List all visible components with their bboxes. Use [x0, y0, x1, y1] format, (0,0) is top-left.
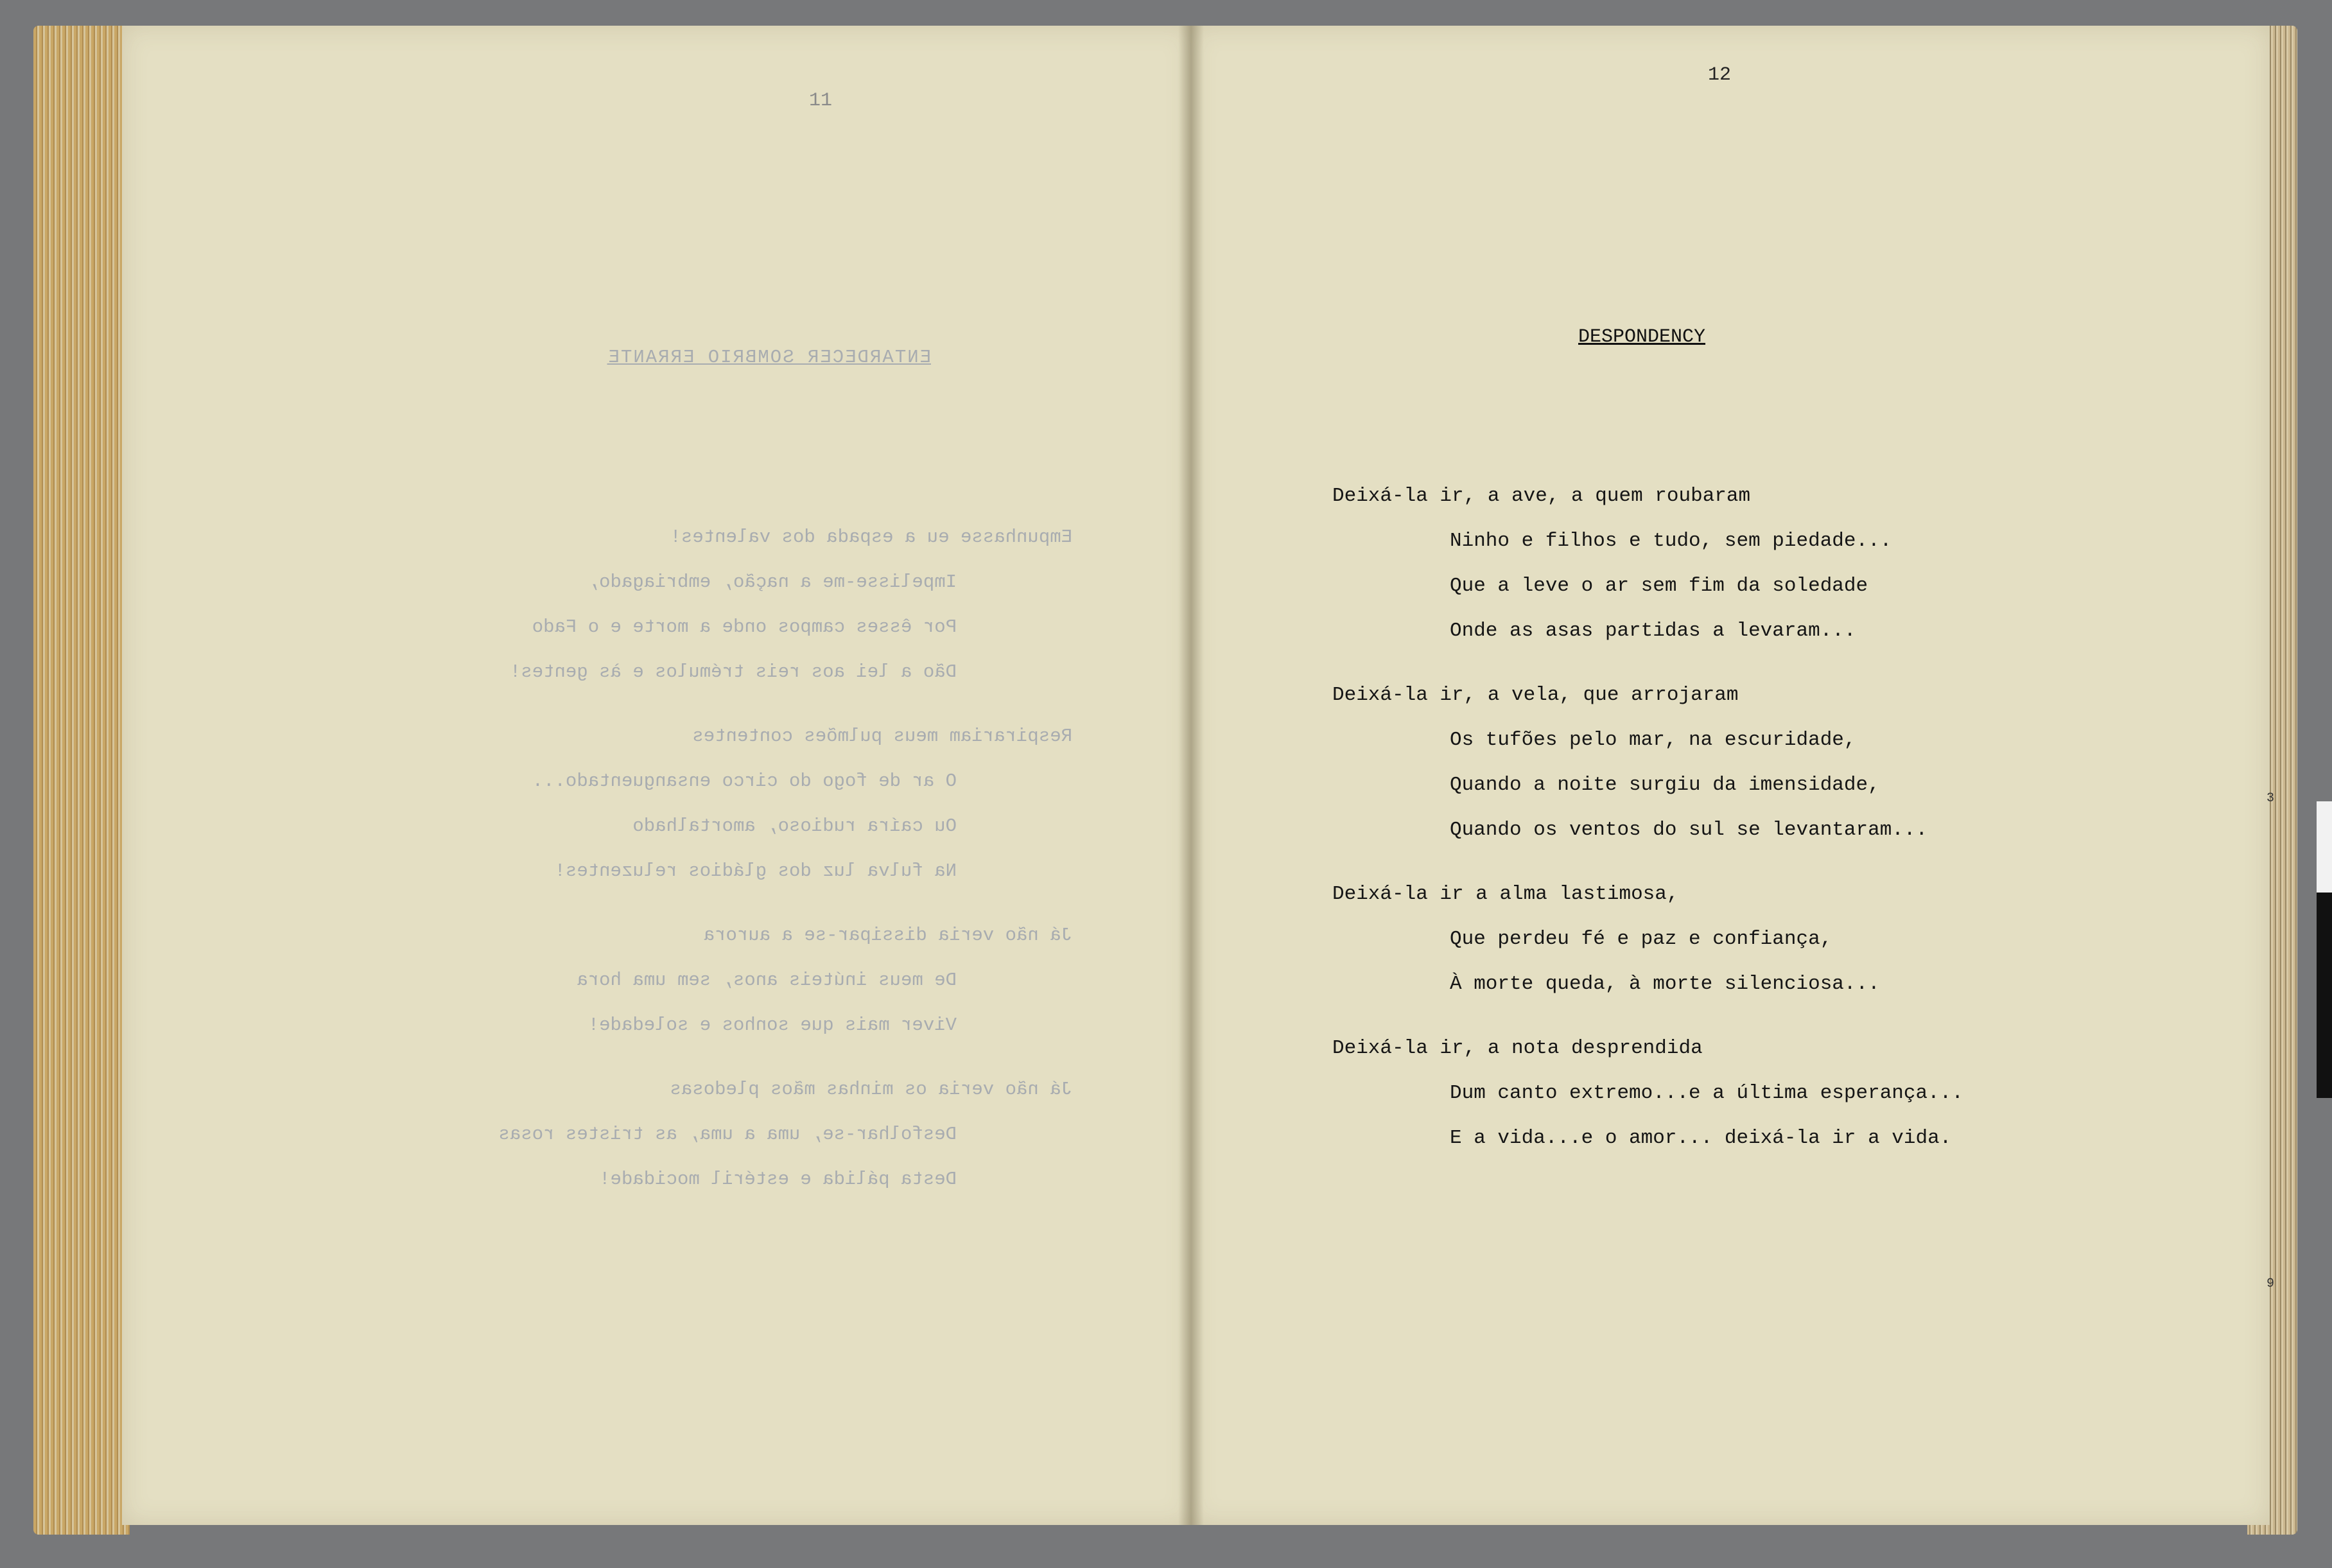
poem-line: Que perdeu fé e paz e confiança, [1450, 928, 1832, 950]
page-edges-left [33, 26, 130, 1535]
bleed-through-line: Por êsses campos onde a morte e o Fado [532, 616, 957, 638]
bleed-through-line: Já não veria dissipar-se a aurora [703, 925, 1072, 946]
bleed-through-line: Na fulva luz dos gládios reluzentes! [554, 860, 957, 882]
bleed-through-title: ENTARDECER SOMBRIO ERRANTE [607, 347, 931, 368]
poem-line: Dum canto extremo...e a última esperança... [1450, 1082, 1963, 1104]
poem-title: DESPONDENCY [1578, 326, 1706, 348]
bleed-through-text [334, 347, 1072, 1246]
bleed-through-line: Viver mais que sonhos e soledade! [587, 1015, 957, 1036]
poem-line: Deixá-la ir, a nota desprendida [1332, 1037, 1703, 1059]
poem-line: À morte queda, à morte silenciosa... [1450, 973, 1880, 995]
bleed-through-line: Respirariam meus pulmões contentes [692, 726, 1072, 747]
poem-line: Deixá-la ir, a ave, a quem roubaram [1332, 485, 1751, 507]
poem-line: Quando a noite surgiu da imensidade, [1450, 774, 1880, 796]
bleed-through-line: Dão a lei aos reis trémulos e às gentes! [509, 661, 957, 683]
poem-line: Deixá-la ir, a vela, que arrojaram [1332, 684, 1739, 706]
bleed-through-line: Já não veria os minhas mãos pledosas [670, 1079, 1072, 1100]
poem-line: Deixá-la ir a alma lastimosa, [1332, 883, 1679, 905]
bleed-through-line: O ar de fogo do circo ensanguentado... [532, 771, 957, 792]
poem-line: Onde as asas partidas a levaram... [1450, 620, 1856, 642]
page-number: 11 [809, 90, 833, 112]
bleed-through-line: Ou caíra rudioso, amortalhado [632, 815, 957, 837]
page-number: 12 [1708, 64, 1732, 86]
bleed-through-line: Impelisse-me a nação, embriagado, [587, 571, 957, 593]
poem-line: Ninho e filhos e tudo, sem piedade... [1450, 530, 1892, 552]
poem-line: Os tufões pelo mar, na escuridade, [1450, 729, 1856, 751]
poem-line: Quando os ventos do sul se levantaram... [1450, 819, 1928, 841]
margin-mark: 9 [2267, 1276, 2275, 1291]
margin-mark: 3 [2267, 791, 2275, 806]
bleed-through-line: Desta pálida e estéril mocidade! [599, 1169, 957, 1190]
book-gutter [1178, 26, 1204, 1525]
poem-line: Que a leve o ar sem fim da soledade [1450, 575, 1868, 597]
bleed-through-line: Desfolhar-se, uma a uma, as tristes rosas [498, 1124, 957, 1145]
bleed-through-line: De meus inúteis anos, sem uma hora [577, 970, 957, 991]
poem-line: E a vida...e o amor... deixá-la ir a vida. [1450, 1127, 1952, 1149]
bleed-through-line: Empunhasse eu a espada dos valentes! [670, 527, 1072, 548]
scale-black-block [2317, 893, 2332, 1098]
